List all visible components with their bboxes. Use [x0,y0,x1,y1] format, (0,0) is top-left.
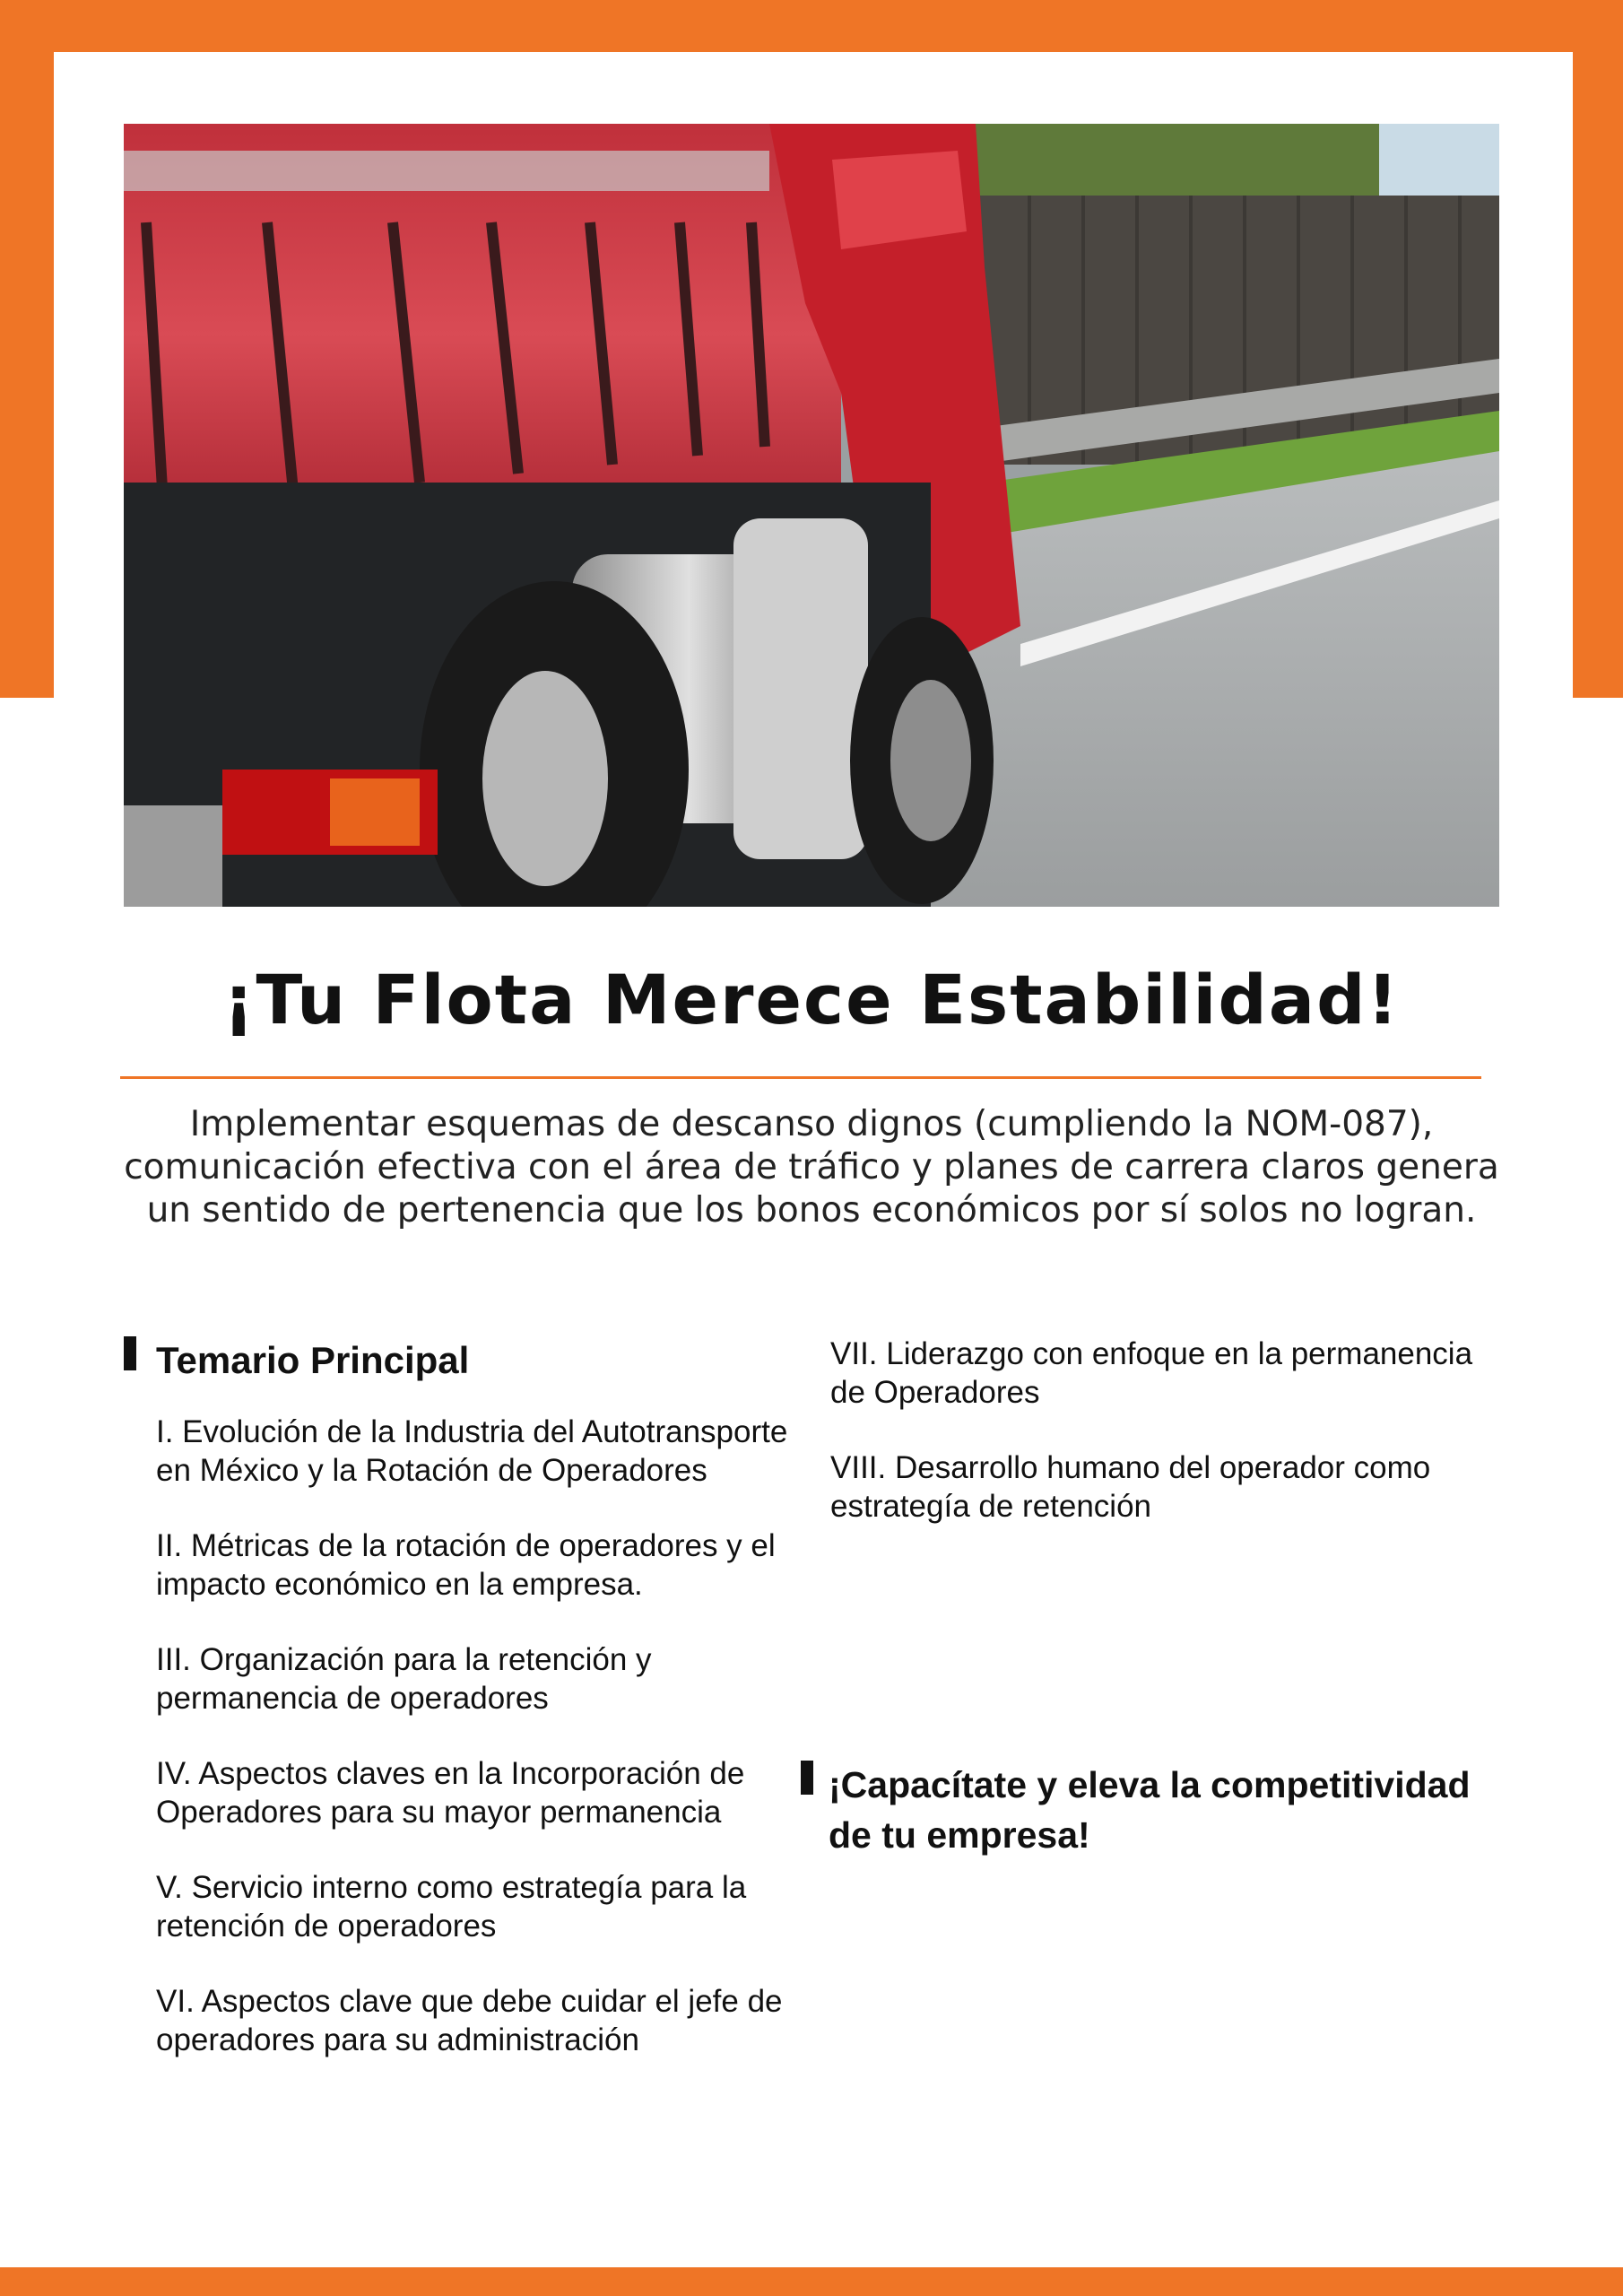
truck-photo-icon [124,124,1499,907]
orange-frame-bottom [0,2267,1623,2296]
list-item: VI. Aspectos clave que debe cuidar el jefe de operadores para su administración [156,1984,783,2057]
orange-frame-left [0,0,54,698]
list-item: III. Organización para la retención y permanencia de operadores [156,1642,652,1716]
call-to-action: ¡Capacítate y eleva la competitividad de tu empresa! [829,1764,1471,1856]
list-item: VII. Liderazgo con enfoque en la permanencia de Operadores [830,1336,1473,1410]
list-item: V. Servicio interno como estrategía para la retención de operadores [156,1870,747,1944]
list-item: VIII. Desarrollo humano del operador como estrategía de retención [830,1450,1431,1524]
section-marker-bar [124,1336,136,1370]
headline: ¡Tu Flota Merece Estabilidad! [222,960,1401,1039]
list-item: I. Evolución de la Industria del Autotransporte en México y la Rotación de Operadores [156,1414,788,1488]
list-item: IV. Aspectos claves en la Incorporación de Operadores para su mayor permanencia [156,1756,745,1830]
headline-divider [120,1076,1481,1079]
orange-frame-top [0,0,1623,52]
topic-list-left [156,1413,802,2096]
temario-title: Temario Principal [156,1339,470,1381]
hero-truck-image [124,124,1499,907]
list-item: II. Métricas de la rotación de operadores y el impacto económico en la empresa. [156,1528,776,1602]
topic-list-right [830,1335,1494,1562]
intro-paragraph: Implementar esquemas de descanso dignos (cumpliendo la NOM-087), comunicación efectiva con el área de tráfico y planes de carrera claros genera un sentido de pertenencia que los bonos económicos por sí solos no logran. [124,1104,1499,1231]
orange-frame-right [1573,0,1623,698]
cta-marker-bar [801,1761,813,1795]
